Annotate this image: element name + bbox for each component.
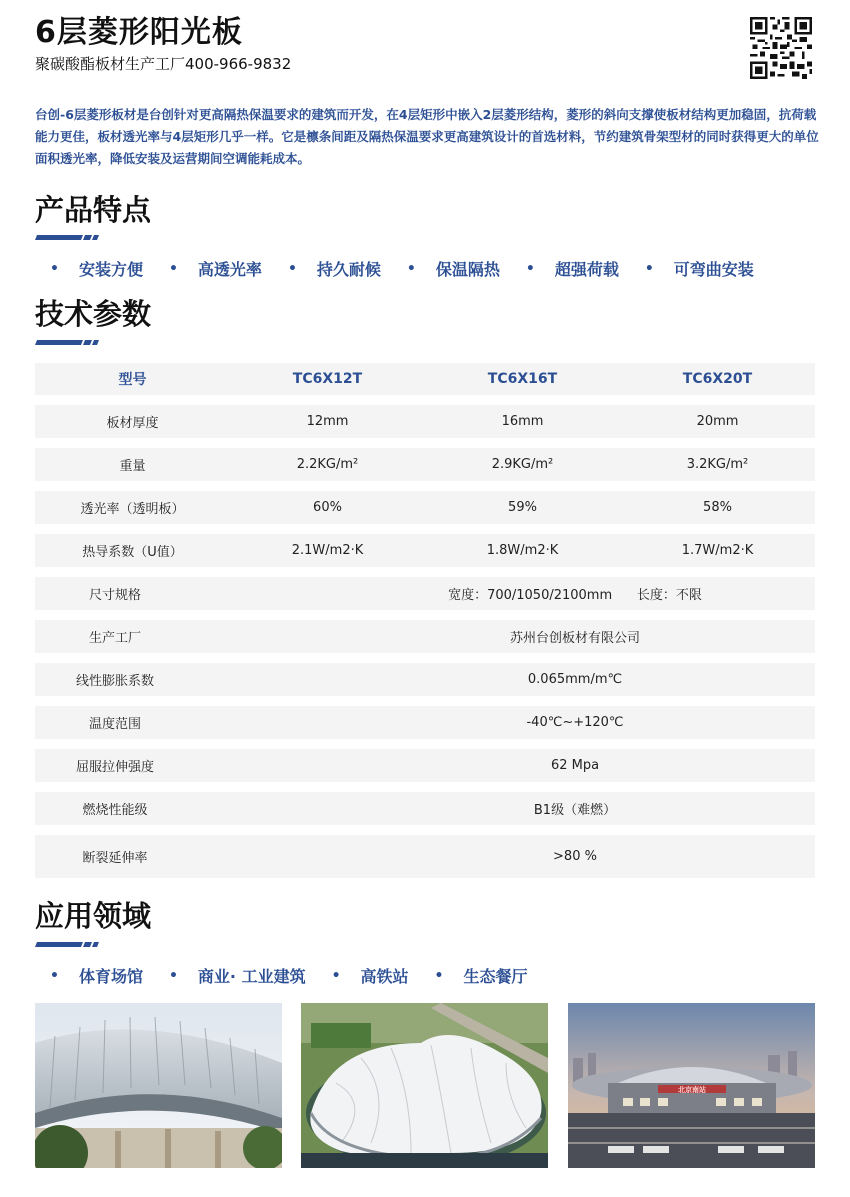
table-row — [35, 405, 815, 438]
table-cell: 1.8W/m2·K — [486, 543, 559, 558]
table-row — [35, 749, 815, 782]
table-header-cell: 型号 — [118, 372, 147, 388]
features-underline — [35, 235, 105, 240]
table-cell: 2.1W/m2·K — [291, 543, 364, 558]
row-label: 透光率（透明板） — [80, 502, 185, 517]
feature-item: • 可弯曲安装 — [644, 260, 754, 279]
row-label: 温度范围 — [88, 717, 141, 732]
row-label: 热导系数（U值） — [82, 545, 183, 560]
features-title: 产品特点 — [35, 193, 152, 227]
table-cell: -40℃~+120℃ — [526, 715, 624, 730]
specs-underline — [35, 340, 105, 345]
row-label: 尺寸规格 — [88, 588, 141, 603]
row-label: 燃烧性能级 — [82, 803, 148, 818]
railway-station-photo — [568, 1003, 815, 1168]
table-cell: 58% — [703, 500, 732, 515]
table-cell: 2.2KG/m² — [296, 457, 359, 472]
spec-table — [35, 363, 815, 888]
row-label: 断裂延伸率 — [82, 851, 148, 866]
features-list — [50, 257, 780, 280]
page-title: 6层菱形阳光板 — [35, 15, 243, 50]
table-row — [35, 620, 815, 653]
table-row — [35, 706, 815, 739]
table-cell: 3.2KG/m² — [686, 457, 749, 472]
feature-item: • 超强荷载 — [525, 260, 619, 279]
table-cell: 苏州台创板材有限公司 — [509, 631, 640, 646]
table-row — [35, 534, 815, 567]
table-cell: 62 Mpa — [550, 758, 600, 773]
application-item: • 生态餐厅 — [434, 967, 528, 986]
table-header-cell: TC6X16T — [487, 371, 558, 387]
application-item: • 商业· 工业建筑 — [168, 967, 306, 986]
table-row — [35, 792, 815, 825]
applications-underline — [35, 942, 105, 947]
table-cell: 59% — [508, 500, 537, 515]
page-subtitle: 聚碳酸酯板材生产工厂400-966-9832 — [35, 55, 292, 73]
table-cell: 1.7W/m2·K — [681, 543, 754, 558]
applications-list — [50, 964, 554, 987]
specs-title: 技术参数 — [35, 297, 152, 331]
application-item: • 体育场馆 — [50, 967, 143, 986]
table-cell: B1级（难燃） — [533, 803, 617, 818]
applications-title: 应用领域 — [35, 899, 152, 933]
table-cell: 0.065mm/m℃ — [527, 672, 623, 687]
feature-item: • 保温隔热 — [406, 260, 500, 279]
table-header-row — [35, 363, 815, 395]
table-cell: 20mm — [696, 414, 739, 429]
application-item: • 高铁站 — [331, 967, 409, 986]
table-cell: 12mm — [306, 414, 349, 429]
table-cell: 60% — [313, 500, 342, 515]
table-cell: 16mm — [501, 414, 544, 429]
stadium-photo — [35, 1003, 282, 1168]
table-cell: 宽度：700/1050/2100mm 长度：不限 — [448, 588, 702, 603]
station-sign: 北京南站 — [678, 1086, 706, 1094]
feature-item: • 高透光率 — [168, 260, 262, 279]
table-cell: >80 % — [553, 849, 597, 864]
table-cell: 2.9KG/m² — [491, 457, 554, 472]
feature-item: • 持久耐候 — [287, 260, 381, 279]
row-label: 线性膨胀系数 — [75, 674, 154, 689]
table-row — [35, 663, 815, 696]
table-row — [35, 835, 815, 878]
qr-code-icon[interactable] — [750, 17, 812, 79]
feature-item: • 安装方便 — [50, 260, 143, 279]
row-label: 屈服拉伸强度 — [75, 760, 154, 775]
intro-paragraph: 台创-6层菱形板材是台创针对更高隔热保温要求的建筑而开发，在4层矩形中嵌入2层菱形结构，菱形的斜向支撑使板材结构更加稳固，抗荷载能力更佳，板材透光率与4层矩形几乎一样。它是檩条间距及隔热保温要求更高建筑设计的首选材料，节约建筑骨架型材的同时获得更大的单位面积透光率，降低安装及运营期间空调能耗成本。 — [35, 107, 819, 166]
table-row — [35, 491, 815, 524]
table-row — [35, 448, 815, 481]
row-label: 重量 — [119, 459, 146, 474]
row-label: 生产工厂 — [88, 631, 141, 646]
table-header-cell: TC6X20T — [682, 371, 753, 387]
header — [35, 14, 291, 74]
row-label: 板材厚度 — [106, 416, 159, 431]
aerial-stadium-photo — [301, 1003, 548, 1168]
table-row — [35, 577, 815, 610]
application-photos — [35, 1003, 815, 1168]
table-header-cell: TC6X12T — [292, 371, 363, 387]
